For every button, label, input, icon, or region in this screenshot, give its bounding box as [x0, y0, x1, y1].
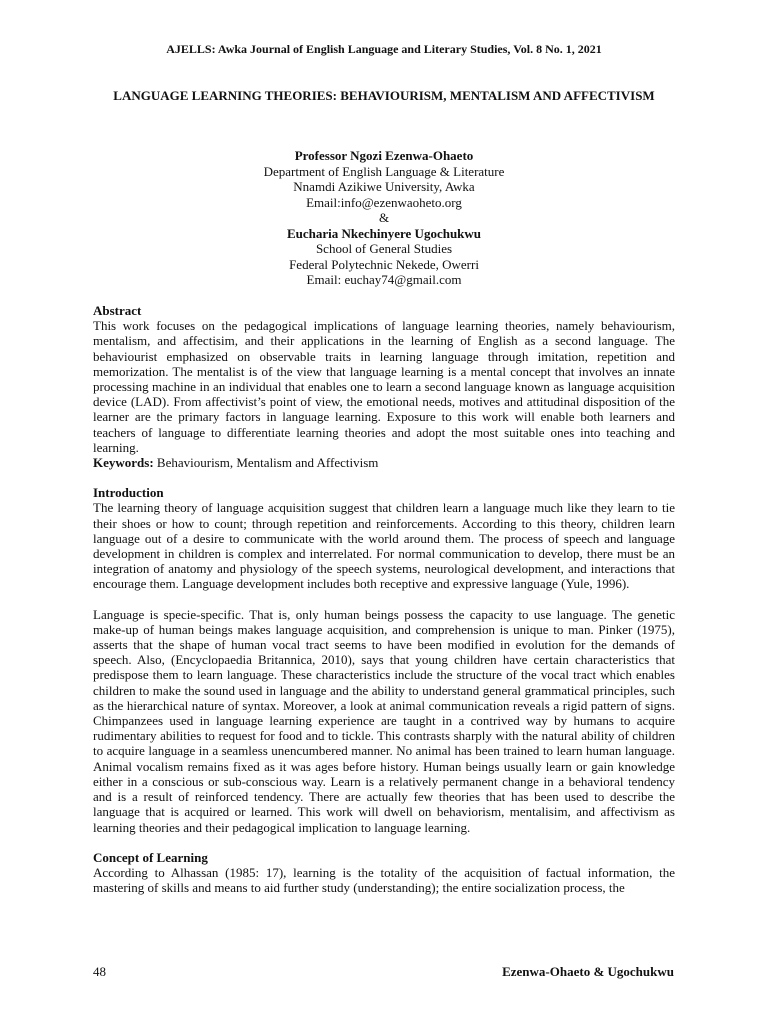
introduction-paragraph-2: Language is specie-specific. That is, only human beings possess the capacity to use language. The genetic make-up of human beings makes language acquisition, and comprehension is unique to man. Pinker (1975), asserts that the shape of human vocal tract seems to have been modified in evolution for the demands of speech. Also, (Encyclopaedia Britannica, 2010), says that young children have certain characteristics that predispose them to learn language. These characteristics include the structure of the vocal tract which enables children to make the sound used in language and the ability to understand general grammatical principles, such as the hierarchical nature of syntax. Moreover, a look at animal communication reveals a rigid pattern of signs. Chimpanzees used in language learning experience are taught in a contrived way by humans to acquire rudimentary abilities to request for food and to tickle. This contrasts sharply with the natural ability of children to acquire language in a seamless unencumbered manner. No animal has been trained to learn human language. Animal vocalism remains fixed as it was ages before history. Human beings usually learn or gain knowledge either in a conscious or sub-conscious way. Learn is a relatively permanent change in a behavioral tendency and is a result of reinforced tendency. There are actually few theories that has been used to describe the language that is acquired or learned. This work will dwell on behaviorism, mentalisim, and affectivism as learning theories and their pedagogical implication to language learning. — [93, 606, 675, 835]
author-block — [0, 148, 768, 288]
author2-name: Eucharia Nkechinyere Ugochukwu — [286, 225, 482, 241]
running-authors: Ezenwa-Ohaeto & Ugochukwu — [502, 964, 674, 979]
author1-department: Department of English Language & Literature — [263, 163, 505, 179]
author1-email[interactable]: Email:info@ezenwaoheto.org — [306, 194, 462, 210]
introduction-heading: Introduction — [93, 485, 164, 501]
article-body — [93, 303, 675, 895]
author2-institution: Federal Polytechnic Nekede, Owerri — [289, 256, 479, 272]
keywords-line — [93, 455, 675, 470]
introduction-paragraph-1: The learning theory of language acquisition suggest that children learn a language much like they learn to tie their shoes or how to count; through repetition and reinforcements. According to this theory, children learn language out of a desire to communicate with the world around them. The process of speech and language development in children is complex and interrelated. For normal communication to develop, there must be an integration of anatomy and physiology of the speech systems, neurological development, and interactions that encourage them. Language development includes both receptive and expressive language (Yule, 1996). — [93, 500, 675, 592]
abstract-text: This work focuses on the pedagogical implications of language learning theories, namely behaviourism, mentalism, and affectisim, and their applications in the learning of English as a second language. The behaviourist emphasized on observable traits in learning language through imitation, repetition and memorization. The mentalist is of the view that language learning is a mental concept that involves an innate processing machine in an individual that enables one to learn a second language known as language acquisition device (LAD). From affectivist’s point of view, the emotional needs, motives and attitudinal disposition of the learner are the primary factors in language learning. Exposure to this work will enable both learners and teachers of language to differentiate learning theories and adopt the most suitable ones into teaching and learning. — [93, 318, 675, 455]
concept-heading: Concept of Learning — [93, 849, 208, 865]
author-separator: & — [378, 210, 390, 225]
journal-header: AJELLS: Awka Journal of English Language and Literary Studies, Vol. 8 No. 1, 2021 — [166, 42, 602, 56]
author1-university: Nnamdi Azikiwe University, Awka — [293, 179, 475, 194]
abstract-heading: Abstract — [93, 303, 142, 318]
concept-paragraph-1: According to Alhassan (1985: 17), learning is the totality of the acquisition of factual information, the mastering of skills and means to aid further study (understanding); the entire socialization process, the — [93, 864, 675, 896]
keywords-value: Behaviourism, Mentalism and Affectivism — [153, 455, 379, 471]
author2-email[interactable]: Email: euchay74@gmail.com — [306, 272, 462, 287]
page-number: 48 — [93, 964, 106, 979]
author2-department: School of General Studies — [315, 241, 453, 256]
keywords-label: Keywords: — [93, 455, 154, 471]
paper-title: LANGUAGE LEARNING THEORIES: BEHAVIOURISM, MENTALISM AND AFFECTIVISM — [113, 88, 655, 103]
author1-name: Professor Ngozi Ezenwa-Ohaeto — [294, 148, 474, 163]
